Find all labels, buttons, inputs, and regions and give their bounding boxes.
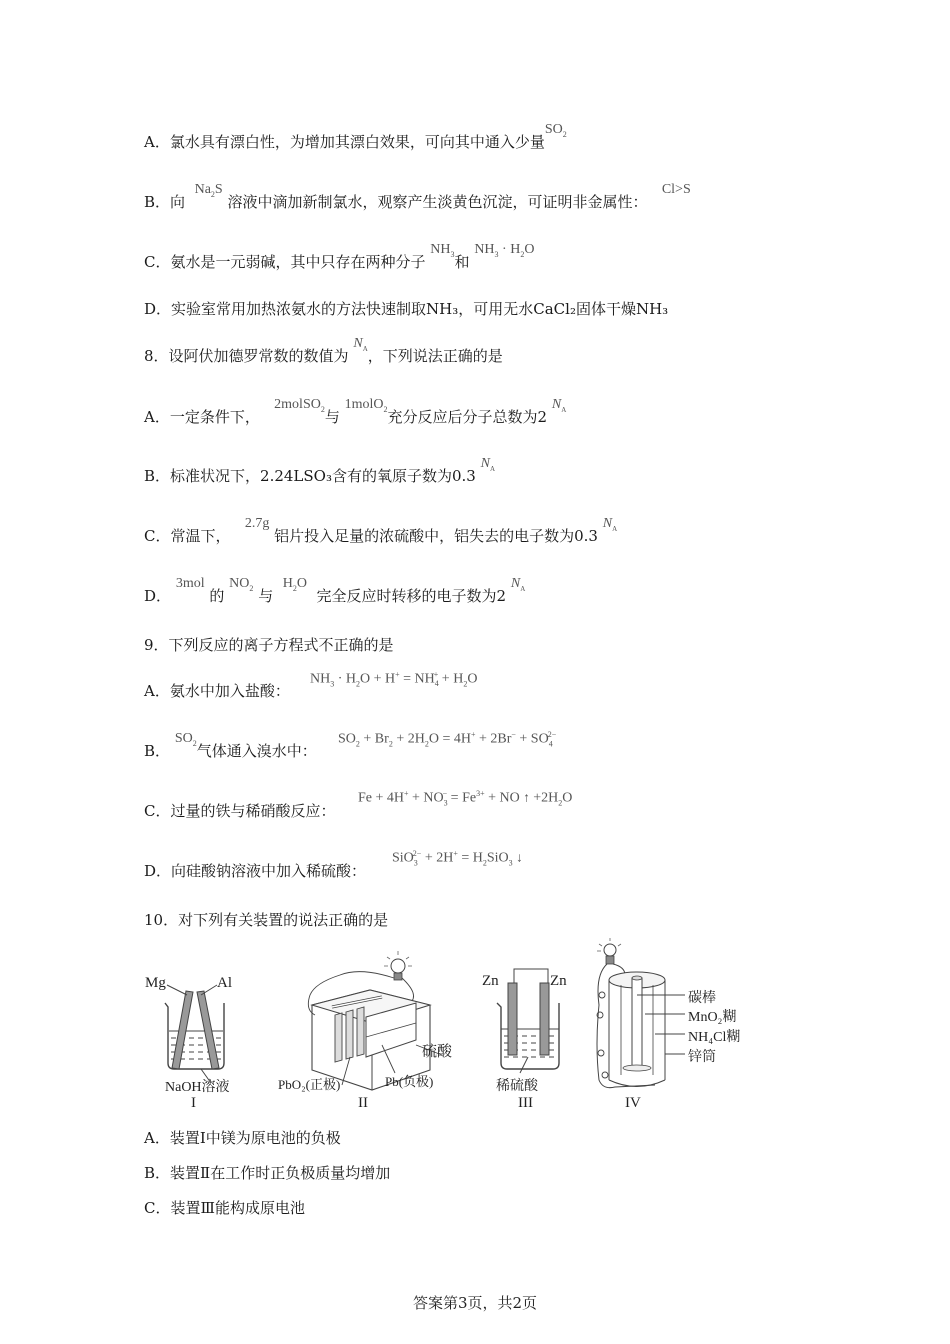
option-text: 氯水具有漂白性，为增加其漂白效果，可向其中通入少量 [169,133,545,151]
label-zn-left: Zn [482,973,499,989]
word-de: 的 [209,587,225,605]
word-yu: 与 [258,587,274,605]
option-text-post: 充分反应后分子总数为2 [387,408,548,426]
q8-option-a [144,397,567,434]
option-label: A． [144,1129,170,1147]
option-label: C． [144,1199,171,1217]
option-label: A． [144,133,170,151]
label-naoh: NaOH溶液 [165,1080,230,1095]
figure-i-mg-al-cell [135,945,265,1120]
option-text: 装置Ⅱ在工作时正负极质量均增加 [170,1164,391,1182]
roman-iii: III [518,1095,533,1111]
q9-option-d [144,861,366,881]
and-word: 和 [454,253,470,271]
option-text: 装置Ⅲ能构成原电池 [170,1199,305,1217]
question-number: 8． [144,347,169,365]
question-text-pre: 设阿伏加德罗常数的数值为 [168,347,349,365]
option-text-pre: 一定条件下， [169,408,260,426]
label-nh4cl-paste: NH₄Cl糊 [688,1030,741,1045]
q10-option-a [144,1128,341,1148]
formula-2mol-so2: 2molSO$_2$ [274,397,325,414]
option-text-pre: 向 [170,193,186,211]
option-text: 实验室常用加热浓氨水的方法快速制取NH₃，可用无水CaCl₂固体干燥NH₃ [171,300,669,318]
equation-c: $Fe + 4H^+ + NO_3^- = Fe^{3+}$ + NO ↑ $+2H_2O$ [358,789,573,808]
formula-nh3: $NH_3$ [430,242,455,259]
q10-stem [144,910,388,930]
q8-option-d [144,576,526,613]
formula-no2: $NO_2$ [229,576,254,593]
option-label: A． [144,682,170,700]
option-text: 气体通入溴水中： [196,742,317,760]
q10-option-c [144,1198,305,1218]
option-label: D． [144,300,172,318]
option-label: B． [144,193,171,211]
equation-a: $NH_3 \cdot H_2O + H^+ = NH_4^+ + H_2O$ [310,670,478,689]
question-text: 下列反应的离子方程式不正确的是 [168,636,394,654]
figure-ii-lead-acid-battery [270,945,470,1120]
q7-option-d [144,299,668,319]
option-label: B． [144,467,171,485]
option-text-mid: 与 [324,408,340,426]
equation-b: $SO_2 + Br_2 + 2H_2O = 4H^+ + 2Br^- + SO_4^{2-}$ [338,730,557,749]
formula-2-7g: 2.7g [244,516,270,531]
question-text-post: ，下列说法正确的是 [367,347,503,365]
option-text: 溶液中滴加新制氯水，观察产生淡黄色沉淀，可证明非金属性： [227,193,648,211]
label-mg: Mg [145,975,166,991]
q8-stem [144,336,503,373]
q7-option-a [144,122,567,159]
option-text: 标准状况下，2.24LSO₃含有的氧原子数为0.3 [170,467,476,485]
page-footer: 答案第3页，共2页 [412,1294,538,1312]
option-label: A． [144,408,170,426]
q7-option-c [144,242,535,279]
option-text: 氨水中加入盐酸： [169,682,290,700]
option-text-post: 铝片投入足量的浓硫酸中，铝失去的电子数为0.3 [274,527,598,545]
label-zinc-can: 锌筒 [688,1050,716,1065]
option-label: D． [144,862,172,880]
q10-option-b [144,1163,390,1183]
formula-cl-gt-s: Cl>S [661,182,691,197]
formula-h2o: $H_2O$ [282,576,307,593]
label-pb-negative: Pb(负极) [385,1074,434,1089]
avogadro-symbol: $N_A$ [551,397,567,414]
option-text: 向硅酸钠溶液中加入稀硫酸： [171,862,367,880]
option-label: D． [144,587,172,605]
formula-so2: $SO_2$ [174,731,197,748]
formula-1mol-o2: 1molO$_2$ [344,397,388,414]
figure-iii-zn-zn-cell [470,945,590,1120]
option-label: B． [144,742,171,760]
question-text: 对下列有关装置的说法正确的是 [178,911,389,929]
option-label: C． [144,527,171,545]
avogadro-symbol: $N_A$ [353,336,368,353]
formula-nh3-h2o: $NH_3 \cdot H_2O$ [474,242,535,259]
option-text-post: 完全反应时转移的电子数为2 [316,587,507,605]
label-sulfuric-acid: 硫酸 [422,1044,453,1060]
q8-option-b [144,456,496,493]
formula-na2s: $Na_2S$ [194,182,223,199]
label-mno2-paste: MnO₂糊 [688,1010,737,1025]
label-pbo2-positive: PbO₂(正极) [278,1077,341,1092]
option-label: B． [144,1164,171,1182]
option-text: 过量的铁与稀硝酸反应： [170,802,336,820]
formula-3mol: 3mol [175,576,205,591]
option-text: 氨水是一元弱碱，其中只存在两种分子 [170,253,426,271]
option-text: 装置Ⅰ中镁为原电池的负极 [169,1129,341,1147]
avogadro-symbol: $N_A$ [602,516,618,533]
avogadro-symbol: $N_A$ [510,576,526,593]
formula-so2: $SO_2$ [544,122,567,139]
q9-option-a [144,681,290,701]
label-carbon-rod: 碳棒 [688,991,716,1006]
label-zn-right: Zn [550,973,567,989]
option-text-pre: 常温下， [170,527,231,545]
label-dilute-sulfuric: 稀硫酸 [496,1079,538,1094]
figure-iv-dry-cell [585,935,745,1120]
option-label: C． [144,802,171,820]
lead-acid-battery-diagram [270,945,470,1120]
avogadro-symbol: $N_A$ [480,456,496,473]
equation-d: $SiO_3^{2-} + 2H^+ = H_2SiO_3$ ↓ [392,849,523,868]
roman-i: I [191,1095,196,1111]
label-al: Al [217,975,232,991]
roman-ii: II [358,1095,368,1111]
question-number: 9． [144,636,169,654]
q9-stem [144,635,394,655]
q9-option-c [144,801,336,821]
question-number: 10． [144,911,179,929]
roman-iv: IV [625,1095,641,1111]
q8-option-c [144,516,618,553]
option-label: C． [144,253,171,271]
q9-option-b [144,731,317,768]
q7-option-b [144,182,691,219]
